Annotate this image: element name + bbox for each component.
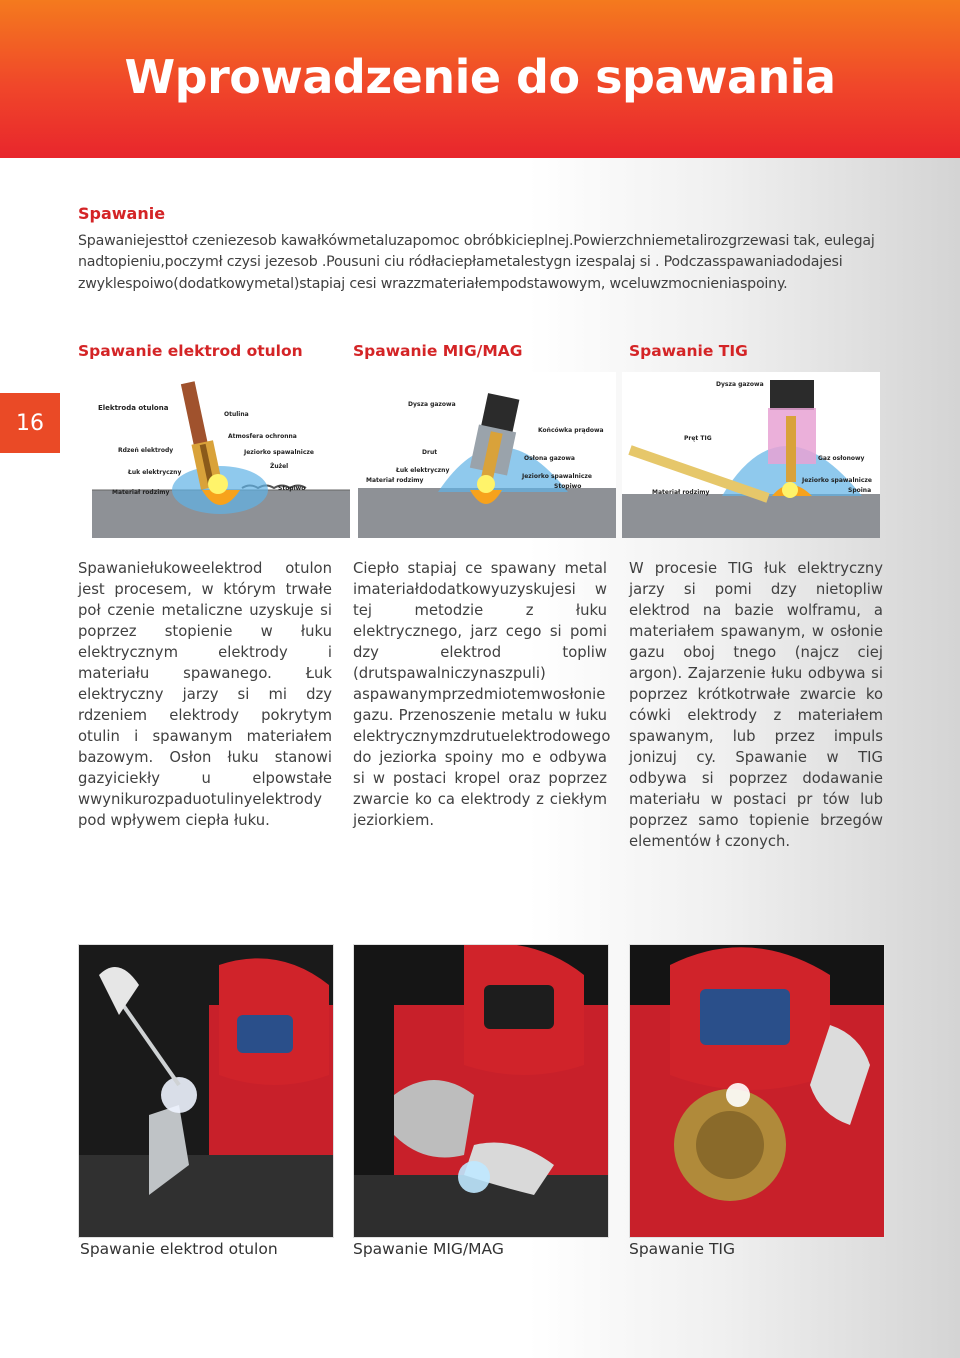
diagram-label: Jeziorko spawalnicze — [522, 473, 592, 480]
diagram-label: Spoina — [848, 487, 872, 494]
diagram-label: Łuk elektryczny — [128, 469, 182, 476]
diagram-label: Osłona gazowa — [524, 455, 575, 462]
column-title-mig: Spawanie MIG/MAG — [353, 342, 523, 360]
page-title: Wprowadzenie do spawania — [124, 50, 836, 104]
diagram-label: Końcówka prądowa — [538, 427, 604, 434]
photo-caption-tig: Spawanie TIG — [629, 1240, 735, 1258]
photo-caption-stick: Spawanie elektrod otulon — [80, 1240, 278, 1258]
diagram-label: Rdzeń elektrody — [118, 447, 174, 454]
diagram-label: Atmosfera ochronna — [228, 433, 297, 440]
diagram-label: Materiał rodzimy — [366, 477, 424, 484]
diagram-label: Gaz osłonowy — [818, 455, 865, 462]
diagram-label: Materiał rodzimy — [652, 489, 710, 496]
stick-welding-photo — [78, 944, 334, 1238]
tig-welding-photo — [629, 944, 885, 1238]
photo-caption-mig: Spawanie MIG/MAG — [353, 1240, 504, 1258]
column-text-tig: W procesie TIG łuk elektryczny jarzy si pomi dzy nietopliw elektrod na bazie wolframu, a materiałem spawanym, w osłonie gazu oboj tnego (najcz ciej argon). Zajarzenie łuku odbywa si poprzez krótkotrwałe zwarcie ko cówki elektrody z materiałem spawanym, lub przez impuls jonizuj cy. Spawanie w TIG odbywa si poprzez dodawanie materiału w postaci pr tów lub poprzez samo topienie brzegów elementów ł czonych. — [629, 560, 883, 850]
diagram-label: Elektroda otulona — [98, 404, 169, 412]
diagram-label: Dysza gazowa — [408, 401, 456, 408]
mig-welding-diagram — [358, 372, 616, 538]
diagram-label: Pręt TIG — [684, 435, 712, 442]
diagram-label: Materiał rodzimy — [112, 489, 170, 496]
diagram-label: Żużel — [270, 463, 289, 470]
page-number: 16 — [16, 410, 44, 436]
column-text-mig: Ciepło stapiaj ce spawany metal imateriałdodatkowyuzyskujesi w tej metodzie z łuku elektrycznego, jarz cego si pomi dzy elektrod topliw (drutspawalniczynaszpuli) aspawanymprzedmiotemwosłonie gazu. Przenoszenie metalu w łuku elektrycznymzdrutuelektrodowego do jeziorka spoiny mo e odbywa si w postaci kropel oraz poprzez zwarcie ko ca elektrody z ciekłym jeziorkiem. — [353, 560, 611, 829]
column-text-stick: Spawaniełukoweelektrod otulon jest procesem, w którym trwałe poł czenie metaliczne uzyskuje si poprzez stopienie w łuku elektrycznym elektrody i materiału spawanego. Łuk elektryczny jarzy si mi dzy rdzeniem elektrody pokrytym otulin i spawanym materiałem bazowym. Osłon łuku stanowi gazyiciekły u elpowstałe wwynikurozpaduotulinyelektrody pod wpływem ciepła łuku. — [78, 560, 332, 829]
diagram-label: Dysza gazowa — [716, 381, 764, 388]
mig-welding-photo — [353, 944, 609, 1238]
tig-welding-diagram — [622, 372, 880, 538]
column-title-stick: Spawanie elektrod otulon — [78, 342, 303, 360]
intro-title: Spawanie — [78, 204, 166, 223]
diagram-label: Jeziorko spawalnicze — [802, 477, 872, 484]
page-number-tab — [0, 393, 60, 453]
diagram-label: Jeziorko spawalnicze — [244, 449, 314, 456]
diagram-label: Stopiwo — [554, 483, 582, 490]
page-header — [0, 0, 960, 158]
diagram-label: Stopiwo — [278, 485, 306, 492]
intro-text: Spawaniejesttoł czeniezesob kawałkówmetaluzapomoc obróbkicieplnej.Powierzchniemetalirozgrzewasi tak, eulegaj nadtopieniu,poczymł czysi jezesob .Pousuni ciu ródłaciepłametalestygn izespalaj si . Podczasspawaniadodajesi zwyklespoiwo(dodatkowymetal)stapiaj cesi wrazzmateriałempodstawowym, wceluwzmocnieniaspoiny. — [78, 233, 875, 292]
column-title-tig: Spawanie TIG — [629, 342, 748, 360]
diagram-label: Drut — [422, 449, 438, 456]
diagram-label: Łuk elektryczny — [396, 467, 450, 474]
stick-welding-diagram — [92, 372, 350, 538]
diagram-label: Otulina — [224, 411, 249, 418]
